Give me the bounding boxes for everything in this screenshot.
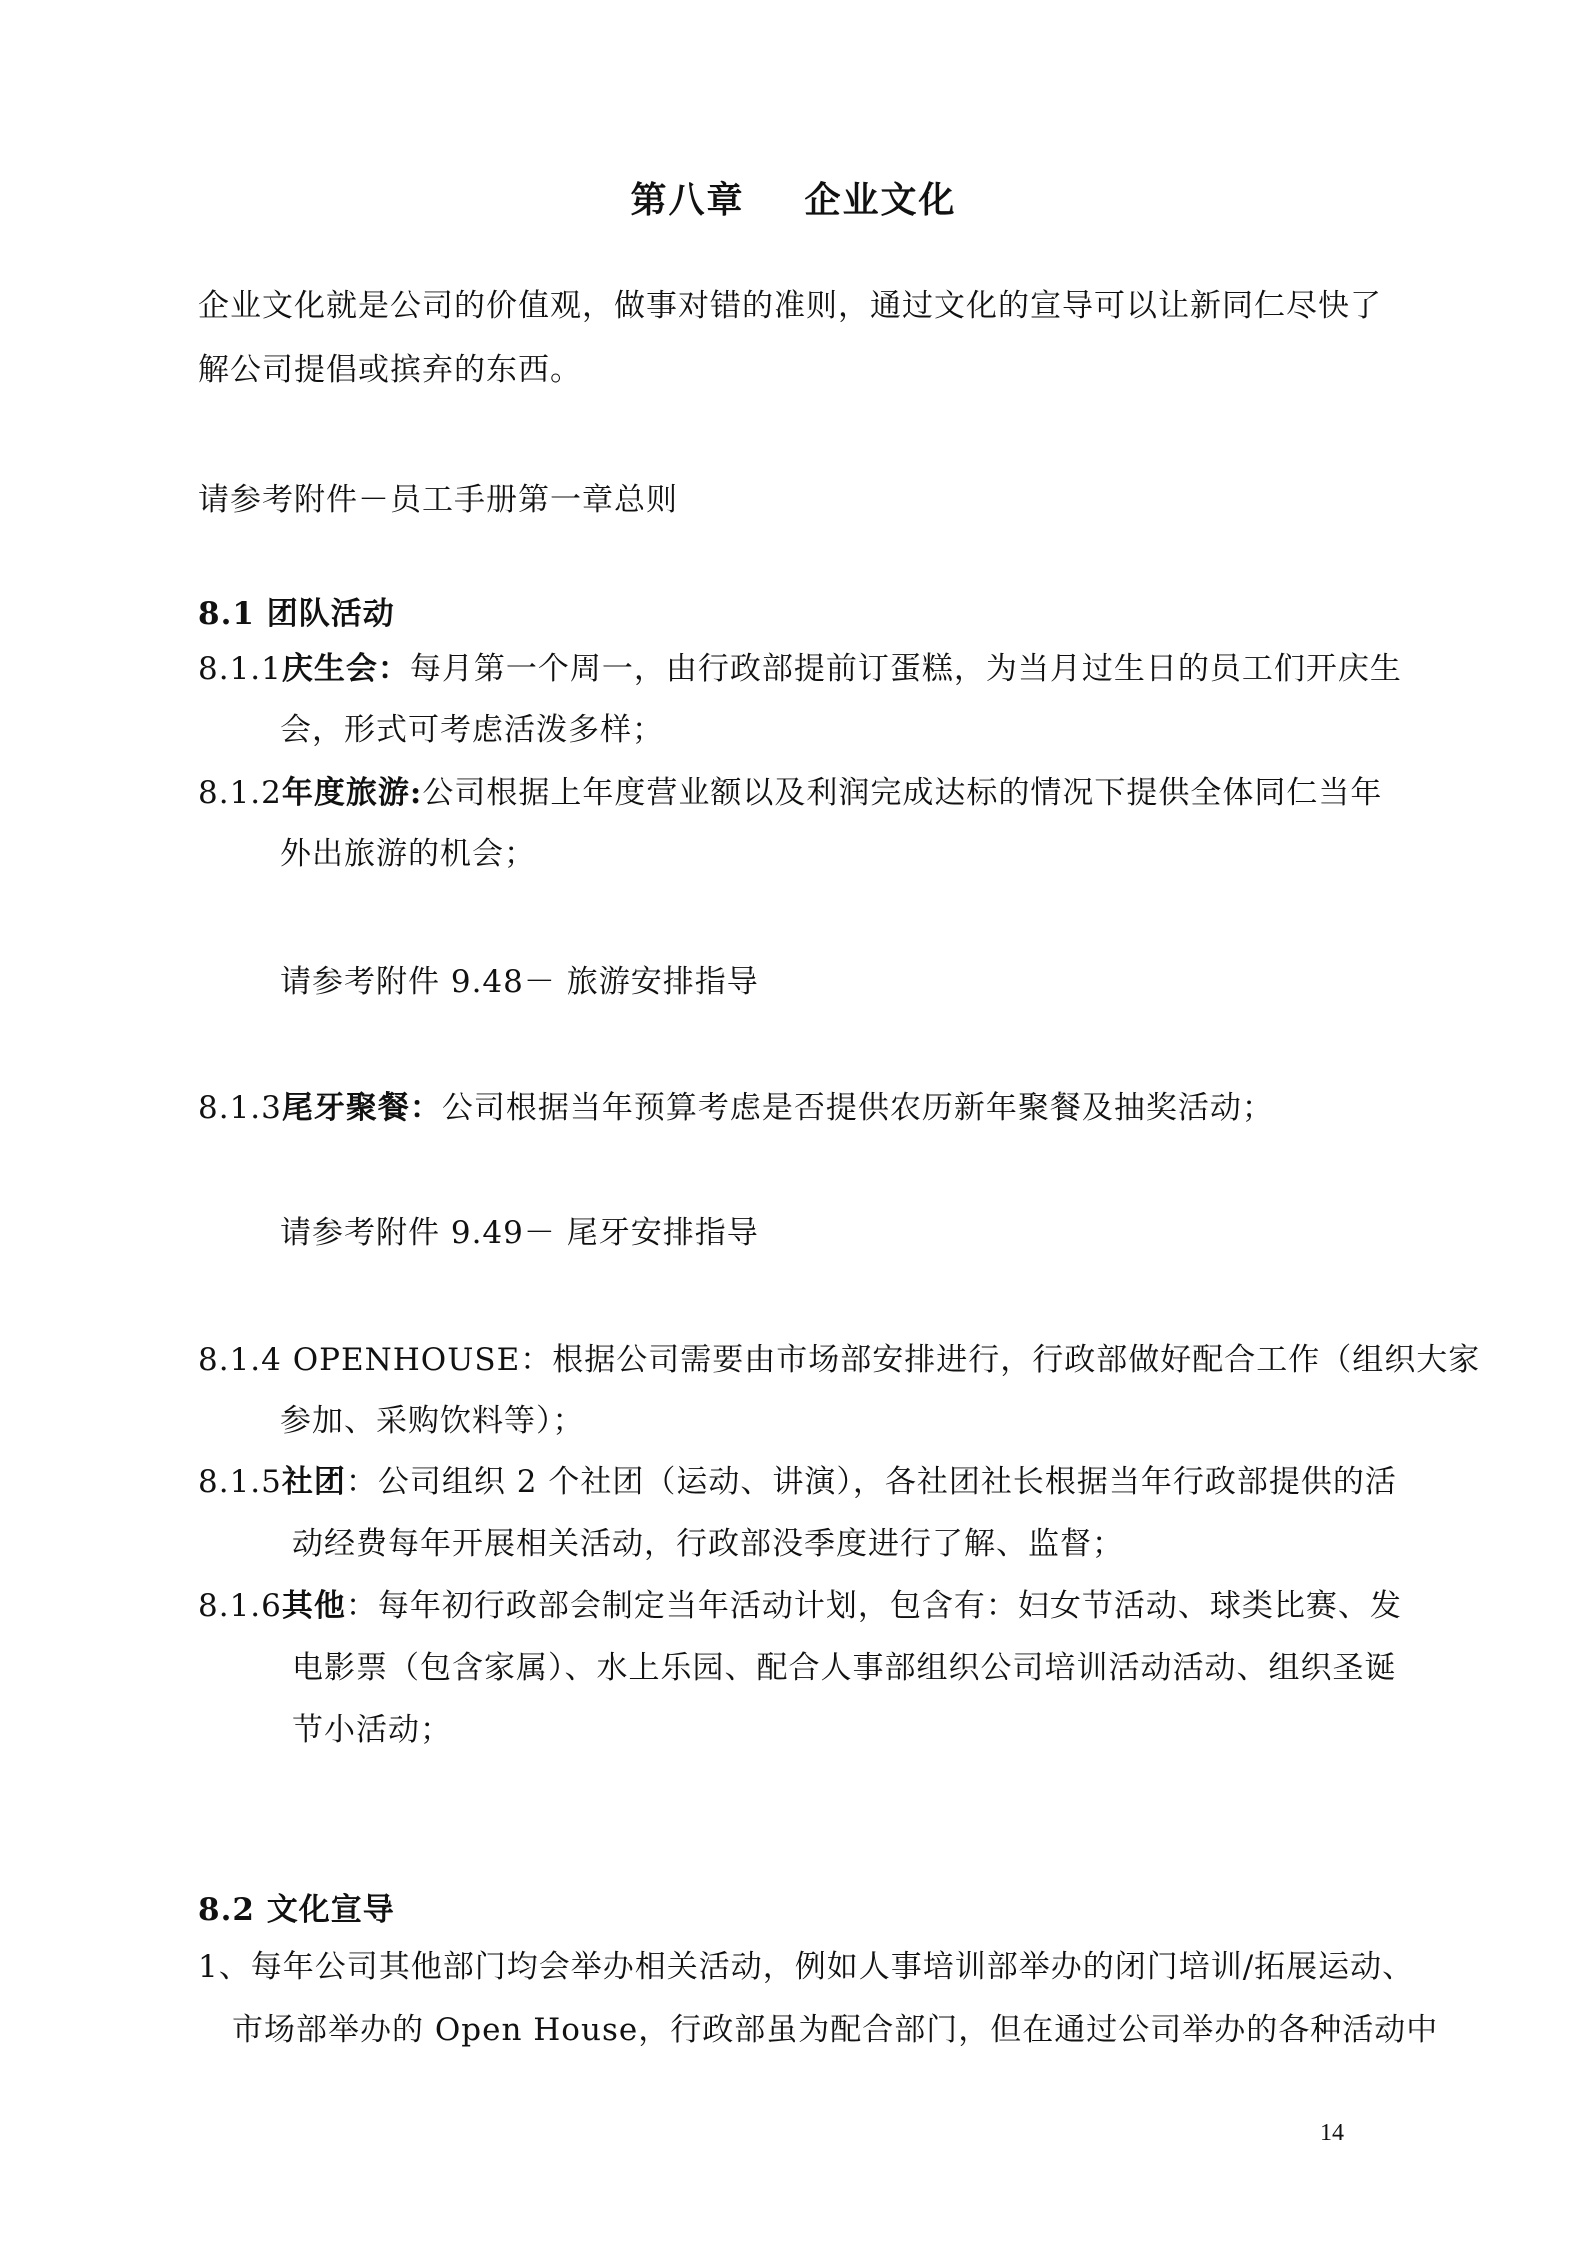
section-8-2-heading: 8.2 文化宣导 xyxy=(198,1892,395,1928)
item-text: 公司根据上年度营业额以及利润完成达标的情况下提供全体同仁当年 xyxy=(422,775,1383,811)
item-text: 公司组织 2 个社团（运动、讲演），各社团社长根据当年行政部提供的活 xyxy=(377,1464,1397,1500)
item-label: 其他 xyxy=(281,1588,346,1624)
item-label: OPENHOUSE xyxy=(292,1342,521,1378)
item-8-1-5-line-2: 动经费每年开展相关活动，行政部没季度进行了解、监督； xyxy=(292,1526,1124,1562)
item-8-1-1-line-2: 会，形式可考虑活泼多样； xyxy=(280,712,664,748)
item-8-1-4 xyxy=(198,1340,1480,1380)
item-8-1-3 xyxy=(198,1088,1274,1128)
item-separator: ： xyxy=(409,1090,442,1126)
item-text: 每月第一个周一，由行政部提前订蛋糕，为当月过生日的员工们开庆生 xyxy=(409,651,1402,687)
item-label: 社团 xyxy=(281,1464,346,1500)
page-number: 14 xyxy=(1320,2120,1344,2146)
reference-year-end-dinner: 请参考附件 9.49－ 尾牙安排指导 xyxy=(280,1215,759,1251)
item-number: 8.1.5 xyxy=(198,1464,282,1500)
item-number: 8.1.2 xyxy=(198,775,282,811)
item-number: 8.1.6 xyxy=(198,1588,282,1624)
chapter-number: 第八章 xyxy=(630,179,745,221)
item-text: 公司根据当年预算考虑是否提供农历新年聚餐及抽奖活动； xyxy=(441,1090,1274,1126)
item-label: 尾牙聚餐 xyxy=(281,1090,410,1126)
chapter-name: 企业文化 xyxy=(804,179,957,221)
item-8-1-2 xyxy=(198,773,1382,813)
item-label: 庆生会 xyxy=(281,651,378,687)
item-separator: : xyxy=(409,775,423,811)
item-number: 8.1.4 xyxy=(198,1342,282,1378)
item-8-1-6 xyxy=(198,1586,1402,1626)
item-8-1-5 xyxy=(198,1462,1397,1502)
item-separator: ： xyxy=(345,1464,378,1500)
item-8-1-1 xyxy=(198,649,1402,689)
item-label: 年度旅游 xyxy=(281,775,410,811)
item-separator: ： xyxy=(377,651,410,687)
chapter-title xyxy=(0,172,1587,223)
intro-line-1: 企业文化就是公司的价值观，做事对错的准则，通过文化的宣导可以让新同仁尽快了 xyxy=(198,288,1382,324)
section-8-2-item-1-line-2: 市场部举办的 Open House，行政部虽为配合部门，但在通过公司举办的各种活动中 xyxy=(232,2012,1439,2048)
item-8-1-6-line-2: 电影票（包含家属）、水上乐园、配合人事部组织公司培训活动活动、组织圣诞 xyxy=(292,1650,1397,1686)
section-8-2-item-1-line-1: 1、每年公司其他部门均会举办相关活动，例如人事培训部举办的闭门培训/拓展运动、 xyxy=(198,1949,1415,1985)
item-8-1-2-line-2: 外出旅游的机会； xyxy=(280,836,536,872)
item-text: 根据公司需要由市场部安排进行，行政部做好配合工作（组织大家 xyxy=(552,1342,1481,1378)
reference-travel: 请参考附件 9.48－ 旅游安排指导 xyxy=(280,964,759,1000)
item-text: 每年初行政部会制定当年活动计划，包含有：妇女节活动、球类比赛、发 xyxy=(377,1588,1402,1624)
item-separator: ： xyxy=(520,1342,553,1378)
intro-line-2: 解公司提倡或摈弃的东西。 xyxy=(198,352,582,388)
reference-general: 请参考附件－员工手册第一章总则 xyxy=(198,482,678,518)
item-8-1-6-line-3: 节小活动； xyxy=(292,1712,452,1748)
item-separator: ： xyxy=(345,1588,378,1624)
item-8-1-4-line-2: 参加、采购饮料等）； xyxy=(280,1403,585,1439)
item-number: 8.1.3 xyxy=(198,1090,282,1126)
section-8-1-heading: 8.1 团队活动 xyxy=(198,596,395,632)
item-number: 8.1.1 xyxy=(198,651,282,687)
